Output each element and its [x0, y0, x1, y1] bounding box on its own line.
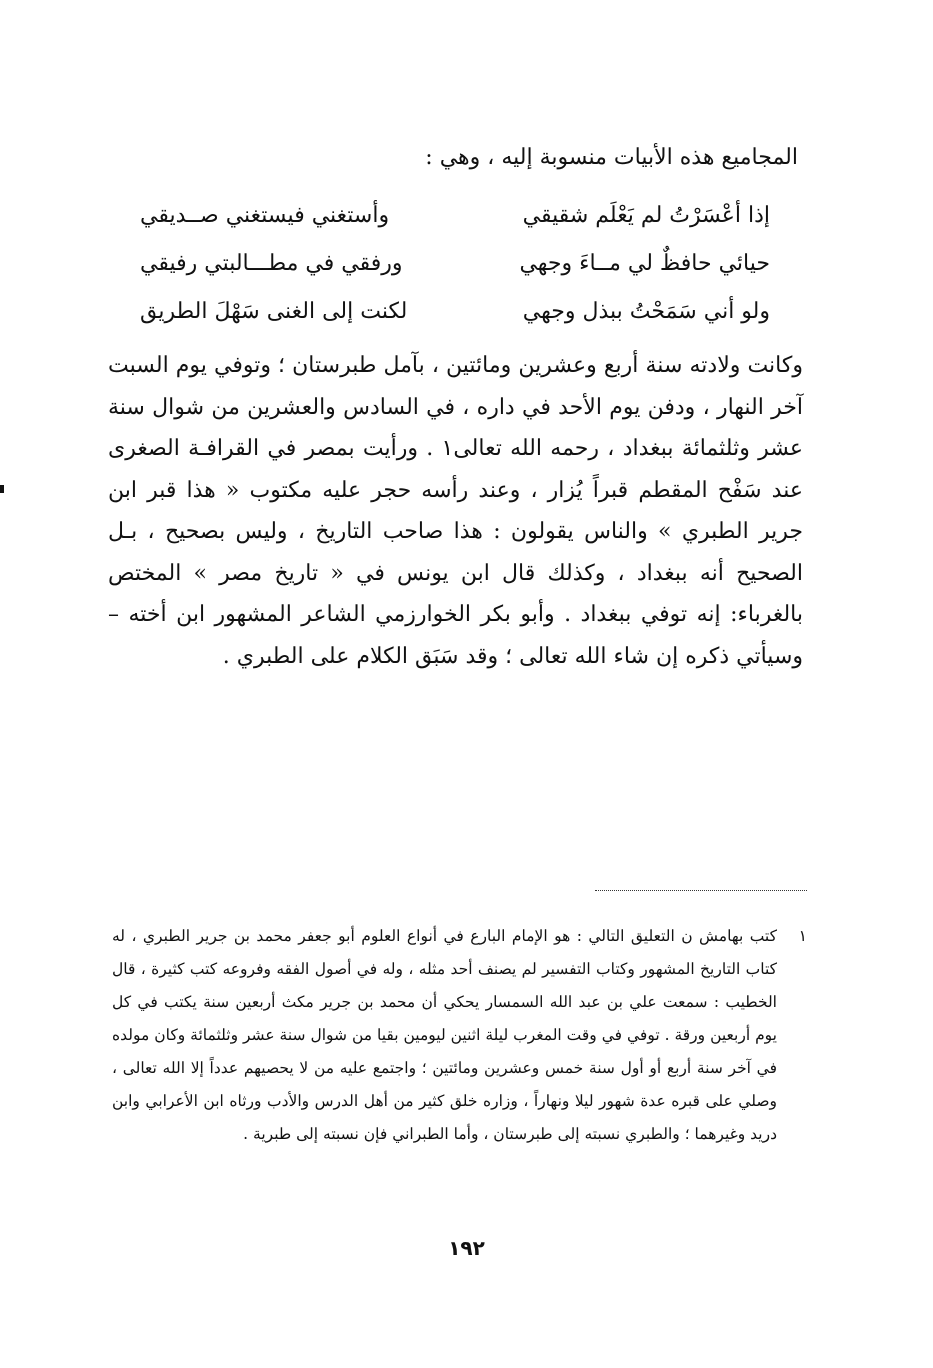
verse — [140, 192, 770, 240]
verse-first-hemistich: حيائي حافظٌ لي مــاءَ وجهي — [519, 251, 770, 276]
footnote-divider — [595, 890, 807, 891]
verse — [140, 240, 770, 288]
verse-first-hemistich: ولو أني سَمَحْتُ ببذل وجهي — [522, 299, 770, 324]
verse-first-hemistich: إذا أعْسَرْتُ لم يَعْلَم شقيقي — [522, 203, 770, 228]
verse — [140, 288, 770, 336]
main-paragraph: وكانت ولادته سنة أربع وعشرين ومائتين ، بآمل طبرستان ؛ وتوفي يوم السبت آخر النهار ، ودفن يوم الأحد في داره ، في السادس والعشرين من شوال سنة عشر وثلثمائة ببغداد ، رحمه الله تعالى١ . ورأيت بمصر في القرافـة الصغرى عند سَفْح المقطم قبراً يُزار ، وعند رأسه حجر عليه مكتوب « هذا قبر ابن جرير الطبري » والناس يقولون : هذا صاحب التاريخ ، وليس بصحيح ، بـل الصحيح أنه ببغداد ، وكذلك قال ابن يونس في « تاريخ مصر » المختص بالغرباء: إنه توفي ببغداد . وأبو بكر الخوارزمي الشاعر المشهور ابن أخته – وسيأتي ذكره إن شاء الله تعالى ؛ وقد سَبَق الكلام على الطبري . — [108, 353, 803, 669]
intro-line: المجاميع هذه الأبيات منسوبة إليه ، وهي : — [425, 145, 798, 170]
poem-verses — [140, 192, 770, 336]
verse-second-hemistich: لكنت إلى الغنى سَهْلَ الطريق — [140, 299, 408, 324]
footnote-number: ١ — [798, 927, 807, 945]
scan-mark — [0, 485, 4, 493]
footnote — [112, 920, 807, 1151]
footnote-text: كتب بهامش ن التعليق التالي : هو الإمام البارع في أنواع العلوم أبو جعفر محمد بن جرير الطبري ، له كتاب التاريخ المشهور وكتاب التفسير لم يصنف أحد مثله ، وله في أصول الفقه وفروعه كتب كثيرة ، قال الخطيب : سمعت علي بن عبد الله السمسار يحكي أن محمد بن جرير مكث أربعين سنة يكتب في كل يوم أربعين ورقة . توفي في وقت المغرب ليلة اثنين ليومين بقيا من شوال سنة عشر وثلثمائة وكان مولده في آخر سنة أربع أو أول سنة خمس وعشرين ومائتين ؛ واجتمع عليه من لا يحصيهم عدداً إلا الله تعالى ، وصلي على قبره عدة شهور ليلا ونهاراً ، وزاره خلق كثير من أهل الدرس والأدب ورثاه ابن الأعرابي وابن دريد وغيرهما ؛ والطبري نسبته إلى طبرستان ، وأما الطبراني فإن نسبته إلى طبرية . — [112, 927, 777, 1143]
page-number: ١٩٢ — [448, 1236, 485, 1260]
verse-second-hemistich: ورفقي في مطـــالبتي رفيقي — [140, 251, 403, 276]
verse-second-hemistich: وأستغني فيستغني صــديقي — [140, 203, 390, 228]
